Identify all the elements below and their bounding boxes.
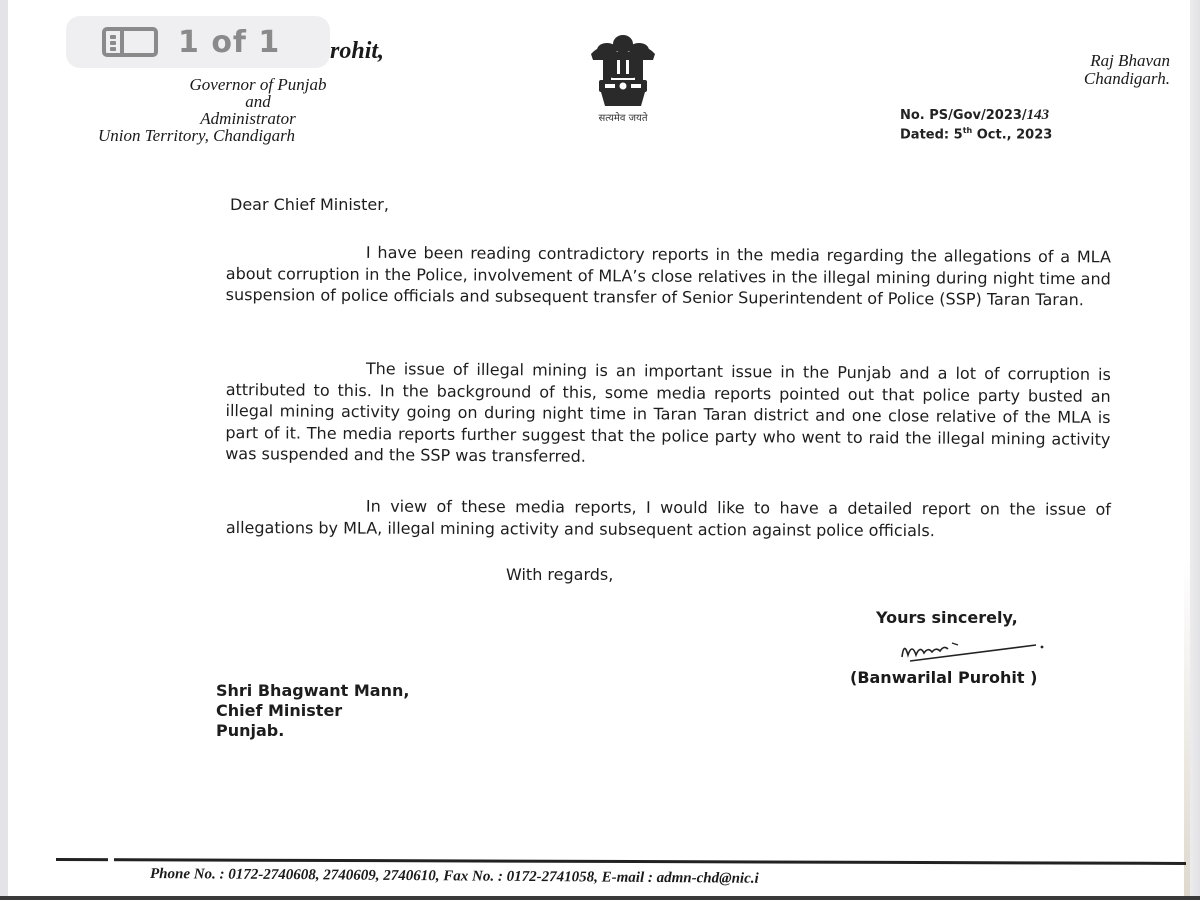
sidebar-panel-icon[interactable] [102,27,158,57]
addressee-state: Punjab. [216,721,285,740]
addressee-title: Chief Minister [216,701,343,720]
paragraph-2: The issue of illegal mining is an important issue in the Punjab and a lot of corruption is attributed to this. In the background of this, some media reports pointed out that police party busted an illegal mining activity going on during night time in Taran Taran district and one close relative of the MLA is part of it. The media reports further suggest that the police party who went to raid the illegal mining activity was suspended and the SSP was transferred. [225,359,1111,466]
signoff: Yours sincerely, [876,608,1018,627]
page-bottom-edge [0,896,1200,900]
addressee-block [216,681,409,741]
salutation: Dear Chief Minister, [230,195,389,214]
sender-title: Governor of Punjab [189,75,327,94]
page-count: 1 of 1 [178,24,281,60]
paragraph-3: In view of these media reports, I would like to have a detailed report on the issue of allegations by MLA, illegal mining activity and subsequent action against police officials. [225,496,1111,540]
address-line: Raj Bhavan [1090,51,1170,70]
page-indicator[interactable] [66,16,330,68]
sender-title-and: and [245,92,271,111]
footer-contact: Phone No. : 0172-2740608, 2740609, 2740610, Fax No. : 0172-2741058, E-mail : admn-chd@nic.i [149,866,759,887]
handwritten-signature-icon [896,635,1046,665]
sender-title-admin: Administrator [200,109,296,128]
address-line: Chandigarh. [1083,69,1170,88]
letter-date: Dated: 5th Oct., 2023 [900,126,1053,143]
closing: With regards, [506,565,614,584]
reference-number: No. PS/Gov/2023/143 [900,107,1050,123]
letter-page [8,0,1190,900]
handwritten-ref: 143 [1026,107,1050,123]
footer-divider [56,858,1186,865]
paragraph-1: I have been reading contradictory reports in the media regarding the allegations of a MLA about corruption in the Police, involvement of MLA’s close relatives in the illegal mining during night time and suspension of police officials and subsequent transfer of Senior Superintendent of Police (SSP) Taran Taran. [225,242,1111,310]
emblem-motto: सत्यमेव जयते [598,113,648,124]
reference-block [900,108,1052,142]
signer-name: (Banwarilal Purohit ) [850,668,1038,687]
letterhead-address [1084,52,1170,88]
sender-name: rohit, [330,38,385,64]
viewer-scrollbar[interactable] [1190,0,1200,900]
national-emblem-icon [573,30,673,125]
addressee-name: Shri Bhagwant Mann, [216,681,410,700]
viewer-left-edge [0,0,8,900]
sender-title-ut: Union Territory, Chandigarh [98,126,295,145]
